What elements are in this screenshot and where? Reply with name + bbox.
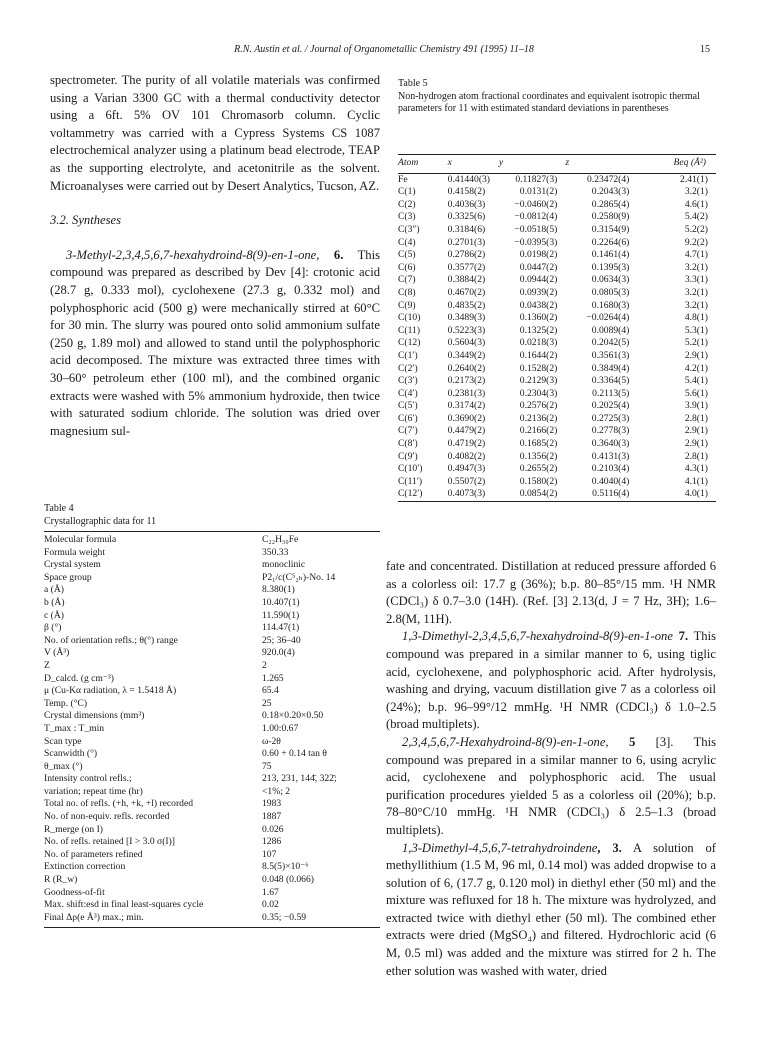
param-value: 8.5(5)×10⁻⁶ — [262, 861, 309, 873]
cell-x: 0.3577(2) — [447, 261, 486, 273]
table5-body — [398, 173, 716, 501]
cell-x: 0.5223(3) — [447, 324, 486, 336]
cell-beq: 3.2(1) — [684, 299, 708, 311]
table5-caption: Non-hydrogen atom fractional coordinates and equivalent isotropic thermal parameters for 11 with estimated standard deviations in parentheses — [398, 90, 700, 114]
cell-z: 0.0089(4) — [591, 324, 630, 336]
param-name: c (Å) — [44, 609, 64, 621]
compound-5-text: [3]. This compound was prepared in a similar manner to 6, using acrylic acid, cyclohexene and polyphosphoric acid. The usual purification procedures yielded 5 as a colorless oil (20%); b.p. 78–80°C/10 mmHg. ¹H NMR (CDCl₃) δ 2.5–1.3 (broad multiplets). — [386, 734, 716, 837]
cell-y: 0.1325(2) — [519, 324, 558, 336]
cell-z: 0.2725(3) — [591, 412, 630, 424]
cell-z: 0.0805(3) — [591, 286, 630, 298]
table4-row — [44, 748, 380, 761]
param-value: 8.380(1) — [262, 584, 295, 596]
cell-z: 0.3364(5) — [591, 375, 630, 387]
table4-row — [44, 874, 380, 887]
param-name: Intensity control refls.; — [44, 773, 132, 785]
cell-x: 0.4947(3) — [447, 463, 486, 475]
cell-beq: 2.9(1) — [684, 425, 708, 437]
param-value: 0.18×0.20×0.50 — [262, 710, 324, 722]
cell-beq: 3.2(1) — [684, 186, 708, 198]
cell-z: 0.4131(3) — [591, 450, 630, 462]
cell-atom: C(2′) — [398, 362, 418, 374]
param-name: Molecular formula — [44, 534, 117, 545]
cell-x: 0.5604(3) — [447, 337, 486, 349]
compound-3-text: A solution of methyllithium (1.5 M, 96 ml, 0.14 mol) was added dropwise to a solution of 6, (17.7 g, 0.120 mol) in diethyl ether (50 ml) and the mixture was refluxed for 18 h. The mixture was hydrolyzed, and extracted twice with diethyl ether (50 ml). The combined ether extracts were dried (MgSO₄) and filtered. Hydrochloric acid (6 M, 0.5 ml) was added and the mixture was stirred for 2 h. The ether solution was washed with water, dried — [386, 840, 716, 978]
paragraph-compound-6-cont: fate and concentrated. Distillation at reduced pressure afforded 6 as a colorless oil: 17.7 g (36%); b.p. 80–85°/15 mm. ¹H NMR (CDCl₃) δ 0.7–3.0 (14H). (Ref. [3] 2.13(d, J = 7 Hz, 3H); 1.6–2.8(M, 11H). — [386, 559, 716, 626]
cell-z: 0.0634(3) — [591, 274, 630, 286]
cell-z: 0.5116(4) — [592, 488, 630, 500]
param-value: 0.048 (0.066) — [262, 874, 314, 886]
table4-row — [44, 861, 380, 874]
table5-row — [398, 262, 716, 275]
param-value: P2₁/c(C⁵₂ₕ)-No. 14 — [262, 571, 336, 583]
cell-z: 0.2042(5) — [591, 337, 630, 349]
cell-y: 0.0438(2) — [519, 299, 558, 311]
cell-x: 0.2701(3) — [447, 236, 486, 248]
param-name: Total no. of refls. (+h, +k, +l) recorded — [44, 798, 194, 810]
table5-caption-block — [398, 78, 716, 116]
table4-row — [44, 559, 380, 572]
cell-y: 0.2576(2) — [519, 400, 558, 412]
cell-z: 0.2580(9) — [591, 211, 630, 223]
cell-z: 0.3561(3) — [591, 349, 630, 361]
cell-x: 0.5507(2) — [447, 475, 486, 487]
param-name: Z — [44, 659, 50, 671]
table5-row — [398, 413, 716, 426]
cell-beq: 3.9(1) — [684, 400, 708, 412]
cell-y: 0.1360(2) — [519, 312, 558, 324]
cell-x: 0.3690(2) — [447, 412, 486, 424]
col-z: z — [565, 157, 570, 168]
table5-label: Table 5 — [398, 78, 428, 89]
table5-row — [398, 451, 716, 464]
col-x: x — [447, 157, 452, 168]
cell-x: 0.3884(2) — [447, 274, 486, 286]
cell-z: −0.0264(4) — [586, 312, 630, 324]
param-value: 1983 — [262, 798, 282, 810]
table4-row — [44, 736, 380, 749]
param-name: b (Å) — [44, 596, 65, 608]
cell-y: 0.2655(2) — [519, 463, 558, 475]
table4-row — [44, 572, 380, 585]
cell-y: 0.2129(3) — [519, 375, 558, 387]
cell-atom: C(3″) — [398, 223, 420, 235]
cell-z: 0.4040(4) — [591, 475, 630, 487]
table4-caption-block — [44, 503, 380, 528]
paragraph-instruments: spectrometer. The purity of all volatile materials was confirmed using a Varian 3300 GC with a thermal conductivity detector using a 6ft. 5% OV 101 Chromasorb column. Cyclic voltammetry was carried with a Cypress Systems CS 1087 electrochemical analyzer using a platinum bead electrode, TEAP as the supporting electrolyte, and acetonitrile as the solvent. Microanalyses were carried out by Desert Analytics, Tucson, AZ. — [50, 73, 380, 193]
cell-beq: 2.9(1) — [684, 438, 708, 450]
cell-atom: C(3) — [398, 211, 416, 223]
table5-row — [398, 312, 716, 325]
table4-row — [44, 698, 380, 711]
cell-x: 0.4479(2) — [447, 425, 486, 437]
param-name: Extinction correction — [44, 861, 126, 873]
cell-z: 0.2043(3) — [591, 186, 630, 198]
cell-y: 0.0218(3) — [519, 337, 558, 349]
table4-label: Table 4 — [44, 503, 74, 514]
table4-row — [44, 635, 380, 648]
cell-atom: C(1) — [398, 186, 416, 198]
cell-beq: 3.2(1) — [684, 261, 708, 273]
cell-y: −0.0518(5) — [514, 223, 558, 235]
cell-atom: C(7′) — [398, 425, 418, 437]
cell-beq: 4.8(1) — [684, 312, 708, 324]
table4-row — [44, 899, 380, 912]
cell-y: 0.11827(3) — [515, 173, 558, 185]
cell-atom: C(11) — [398, 324, 421, 336]
compound-7-name: 1,3-Dimethyl-2,3,4,5,6,7-hexahydroind-8(9)-en-1-one — [402, 629, 673, 644]
table5-row — [398, 274, 716, 287]
table5-row — [398, 249, 716, 262]
cell-x: 0.41440(3) — [447, 173, 491, 185]
cell-z: 0.2264(6) — [591, 236, 630, 248]
table5-row — [398, 463, 716, 476]
table5-row — [398, 488, 716, 501]
cell-y: 0.1580(2) — [519, 475, 558, 487]
param-value: 2 — [262, 659, 267, 671]
table5-row — [398, 325, 716, 338]
cell-y: −0.0395(3) — [514, 236, 558, 248]
cell-y: 0.1356(2) — [519, 450, 558, 462]
param-name: No. of refls. retained [I > 3.0 σ(I)] — [44, 836, 175, 848]
table4-row — [44, 647, 380, 660]
table4-row — [44, 761, 380, 774]
cell-beq: 5.2(2) — [684, 223, 708, 235]
col-y: y — [498, 157, 504, 168]
cell-x: 0.4158(2) — [447, 186, 486, 198]
cell-y: 0.0939(2) — [519, 286, 558, 298]
cell-z: 0.2103(4) — [591, 463, 630, 475]
cell-z: 0.3849(4) — [591, 362, 630, 374]
cell-y: 0.1685(2) — [519, 438, 558, 450]
cell-x: 0.4036(3) — [447, 198, 486, 210]
cell-beq: 5.4(2) — [684, 211, 708, 223]
param-name: No. of non-equiv. refls. recorded — [44, 811, 170, 823]
table5-row — [398, 375, 716, 388]
param-value: 1.00:0.67 — [262, 722, 299, 734]
param-name: D_calcd. (g cm⁻³) — [44, 672, 115, 684]
table4-row — [44, 710, 380, 723]
param-value: 0.60 + 0.14 tan θ — [262, 748, 327, 760]
cell-y: 0.0198(2) — [519, 249, 558, 261]
param-value: 0.02 — [262, 899, 279, 911]
cell-x: 0.3184(6) — [447, 223, 486, 235]
cell-beq: 3.3(1) — [684, 274, 708, 286]
table5-row — [398, 211, 716, 224]
param-value: 25; 36–40 — [262, 634, 301, 646]
table4-row — [44, 622, 380, 635]
journal-citation: R.N. Austin et al. / Journal of Organometallic Chemistry 491 (1995) 11–18 — [234, 44, 534, 55]
param-value: ω-2θ — [262, 735, 281, 747]
table5-row — [398, 173, 716, 186]
param-value: 1887 — [262, 811, 282, 823]
cell-atom: C(7) — [398, 274, 416, 286]
compound-3-name: 1,3-Dimethyl-4,5,6,7-tetrahydroindene — [402, 840, 598, 855]
cell-atom: C(10) — [398, 312, 421, 324]
cell-beq: 5.3(1) — [684, 324, 708, 336]
table5-row — [398, 237, 716, 250]
param-value: 1.265 — [262, 672, 284, 684]
page-number: 15 — [700, 44, 710, 55]
param-name: Goodness-of-fit — [44, 886, 105, 898]
param-name: Scan type — [44, 735, 82, 747]
running-header — [0, 44, 768, 58]
param-name: Scanwidth (°) — [44, 748, 98, 760]
cell-atom: C(6′) — [398, 412, 418, 424]
table4-row — [44, 610, 380, 623]
cell-y: −0.0460(2) — [514, 198, 558, 210]
cell-y: 0.2166(2) — [519, 425, 558, 437]
param-value: 25 — [262, 697, 272, 709]
cell-y: 0.1644(2) — [519, 349, 558, 361]
table5-row — [398, 186, 716, 199]
cell-x: 0.4073(3) — [447, 488, 486, 500]
table4-crystallographic-data — [44, 531, 380, 928]
cell-beq: 5.2(1) — [684, 337, 708, 349]
table5-row — [398, 199, 716, 212]
param-name: Formula weight — [44, 546, 106, 558]
cell-z: 0.3640(3) — [591, 438, 630, 450]
param-value: 213, 231, 144̄, 322̄; — [262, 773, 337, 785]
cell-y: 0.2304(3) — [519, 387, 558, 399]
table5-coordinates — [398, 154, 716, 502]
table5-row — [398, 337, 716, 350]
cell-atom: C(2) — [398, 198, 416, 210]
table4-row — [44, 798, 380, 811]
cell-x: 0.3174(2) — [447, 400, 486, 412]
param-value: monoclinic — [262, 559, 306, 571]
param-name: T_max : T_min — [44, 722, 105, 734]
table5-row — [398, 363, 716, 376]
col-atom: Atom — [398, 157, 419, 168]
table5-row — [398, 300, 716, 313]
cell-atom: C(1′) — [398, 349, 418, 361]
cell-z: 0.1680(3) — [591, 299, 630, 311]
table5-row — [398, 425, 716, 438]
cell-beq: 4.7(1) — [684, 249, 708, 261]
table4-row — [44, 584, 380, 597]
param-name: θ_max (°) — [44, 760, 83, 772]
param-name: variation; repeat time (hr) — [44, 785, 143, 797]
cell-atom: C(9) — [398, 299, 416, 311]
cell-x: 0.3325(6) — [447, 211, 486, 223]
cell-x: 0.2786(2) — [447, 249, 486, 261]
table4-row — [44, 723, 380, 736]
cell-z: 0.1461(4) — [591, 249, 630, 261]
param-name: V (Å³) — [44, 647, 70, 659]
cell-z: 0.2025(4) — [591, 400, 630, 412]
table4-row — [44, 660, 380, 673]
param-value: 65.4 — [262, 685, 279, 697]
right-column — [386, 558, 716, 980]
cell-beq: 4.0(1) — [684, 488, 708, 500]
paragraph-compound-6 — [50, 247, 380, 441]
compound-5-name: 2,3,4,5,6,7-Hexahydroind-8(9)-en-1-one, — [402, 734, 609, 749]
cell-beq: 4.3(1) — [684, 463, 708, 475]
cell-x: 0.2640(2) — [447, 362, 486, 374]
cell-atom: C(9′) — [398, 450, 418, 462]
cell-atom: C(12′) — [398, 488, 423, 500]
cell-beq: 2.9(1) — [684, 349, 708, 361]
param-value: <1%; 2 — [262, 785, 291, 797]
cell-beq: 2.8(1) — [684, 412, 708, 424]
compound-5-number: 5 — [628, 734, 636, 749]
table5-row — [398, 350, 716, 363]
table4-caption: Crystallographic data for 11 — [44, 515, 157, 527]
table4-row — [44, 912, 380, 928]
left-column — [50, 72, 380, 440]
cell-atom: C(3′) — [398, 375, 418, 387]
param-name: R (R_w) — [44, 874, 78, 886]
cell-atom: C(8) — [398, 286, 416, 298]
cell-atom: C(8′) — [398, 438, 418, 450]
cell-beq: 4.1(1) — [684, 475, 708, 487]
table4-row — [44, 811, 380, 824]
cell-z: 0.23472(4) — [586, 173, 630, 185]
cell-beq: 4.2(1) — [684, 362, 708, 374]
param-value: 107 — [262, 848, 277, 860]
cell-beq: 2.41(1) — [680, 173, 708, 185]
table4-row — [44, 786, 380, 799]
cell-z: 0.2778(3) — [591, 425, 630, 437]
cell-y: 0.0131(2) — [519, 186, 558, 198]
param-value: 920.0(4) — [262, 647, 295, 659]
compound-6-number: 6. — [333, 247, 344, 262]
table5-row — [398, 476, 716, 489]
param-value: 1286 — [262, 836, 282, 848]
cell-atom: C(4) — [398, 236, 416, 248]
table4-row — [44, 887, 380, 900]
param-name: No. of parameters refined — [44, 848, 143, 860]
param-name: Temp. (°C) — [44, 697, 88, 709]
cell-x: 0.3449(2) — [447, 349, 486, 361]
cell-x: 0.4835(2) — [447, 299, 486, 311]
compound-7-number: 7. — [678, 629, 689, 644]
cell-beq: 2.8(1) — [684, 450, 708, 462]
cell-y: 0.2136(2) — [519, 412, 558, 424]
compound-3-number: , 3. — [597, 840, 622, 855]
table4-row — [44, 685, 380, 698]
param-value: 11.590(1) — [262, 609, 300, 621]
cell-y: −0.0812(4) — [514, 211, 558, 223]
cell-y: 0.0944(2) — [519, 274, 558, 286]
cell-beq: 4.6(1) — [684, 198, 708, 210]
cell-beq: 5.4(1) — [684, 375, 708, 387]
table5-row — [398, 388, 716, 401]
paragraph-compound-7 — [386, 628, 716, 734]
cell-atom: C(5) — [398, 249, 416, 261]
param-value: 75 — [262, 760, 272, 772]
section-heading-syntheses: 3.2. Syntheses — [50, 213, 121, 228]
cell-atom: C(4′) — [398, 387, 418, 399]
param-name: Final Δρ(e Å³) max.; min. — [44, 911, 144, 923]
compound-7-text: This compound was prepared in a similar manner to 6, using tiglic acid, cyclohexene, and polyphosphoric acid. After hydrolysis, washing and drying, vacuum distillation give 7 as a colorless oil (24%); b.p. 96–99°/12 mmHg. ¹H NMR (CDCl₃) δ 1.0–2.5 (broad multiplets). — [386, 629, 716, 732]
param-name: β (°) — [44, 622, 62, 634]
table4-row — [44, 673, 380, 686]
param-name: a (Å) — [44, 584, 64, 596]
param-value: 10.407(1) — [262, 596, 300, 608]
cell-x: 0.4082(2) — [447, 450, 486, 462]
cell-x: 0.2173(2) — [447, 375, 486, 387]
table5-row — [398, 287, 716, 300]
cell-x: 0.4719(2) — [447, 438, 486, 450]
table4-row — [44, 597, 380, 610]
cell-y: 0.0854(2) — [519, 488, 558, 500]
table5-row — [398, 438, 716, 451]
param-value: 114.47(1) — [262, 622, 300, 634]
table4-body — [44, 532, 380, 928]
param-name: Crystal system — [44, 559, 101, 571]
param-value: 0.35; −0.59 — [262, 911, 307, 923]
col-beq: Beq (Å²) — [673, 157, 706, 168]
table5-row — [398, 224, 716, 237]
table4-row — [44, 849, 380, 862]
cell-x: 0.3489(3) — [447, 312, 486, 324]
cell-beq: 3.2(1) — [684, 286, 708, 298]
table5-header-row — [398, 155, 716, 174]
cell-atom: C(6) — [398, 261, 416, 273]
param-name: R_merge (on I) — [44, 823, 103, 835]
table4-row — [44, 824, 380, 837]
cell-y: 0.0447(2) — [519, 261, 558, 273]
param-value: C₂₂H₃₀Fe — [262, 534, 299, 545]
paragraph-compound-5 — [386, 734, 716, 840]
compound-6-text: This compound was prepared as described by Dev [4]: crotonic acid (28.7 g, 0.333 mol), cyclohexene (27.3 g, 0.332 mol) and polyphosphoric acid (500 g) were mechanically stirred at 60°C for 30 min. The slurry was poured onto solid ammonium sulfate (250 g, 1.89 mol) and allowed to stand until the polyphosphoric acid decomposed. The mixture was extracted three times with 30–60° petroleum ether (100 ml), and the combined organic extracts were washed with 5% ammonium hydroxide, then twice with saturated sodium chloride. The solution was dried over magnesium sul- — [50, 247, 380, 438]
param-name: Crystal dimensions (mm³) — [44, 710, 145, 722]
param-value: 0.026 — [262, 823, 284, 835]
cell-y: 0.1528(2) — [519, 362, 558, 374]
param-value: 350.33 — [262, 546, 289, 558]
param-name: μ (Cu-Kα radiation, λ = 1.5418 Å) — [44, 685, 177, 697]
cell-x: 0.4670(2) — [447, 286, 486, 298]
cell-atom: C(10′) — [398, 463, 423, 475]
cell-z: 0.2865(4) — [591, 198, 630, 210]
cell-z: 0.1395(3) — [591, 261, 630, 273]
compound-6-name: 3-Methyl-2,3,4,5,6,7-hexahydroind-8(9)-en-1-one, — [66, 247, 320, 262]
cell-atom: Fe — [398, 173, 408, 185]
param-name: No. of orientation refls.; θ(°) range — [44, 634, 178, 646]
table4-row — [44, 773, 380, 786]
cell-x: 0.2381(3) — [447, 387, 486, 399]
cell-beq: 5.6(1) — [684, 387, 708, 399]
table4-row — [44, 836, 380, 849]
paragraph-compound-3 — [386, 840, 716, 981]
param-name: Space group — [44, 571, 92, 583]
cell-atom: C(11′) — [398, 475, 423, 487]
table4-row — [44, 532, 380, 547]
table5-row — [398, 400, 716, 413]
cell-z: 0.3154(9) — [591, 223, 630, 235]
param-name: Max. shift:esd in final least-squares cycle — [44, 899, 204, 911]
cell-beq: 9.2(2) — [684, 236, 708, 248]
cell-z: 0.2113(5) — [592, 387, 630, 399]
cell-atom: C(5′) — [398, 400, 418, 412]
cell-atom: C(12) — [398, 337, 421, 349]
table4-row — [44, 547, 380, 560]
param-value: 1.67 — [262, 886, 279, 898]
